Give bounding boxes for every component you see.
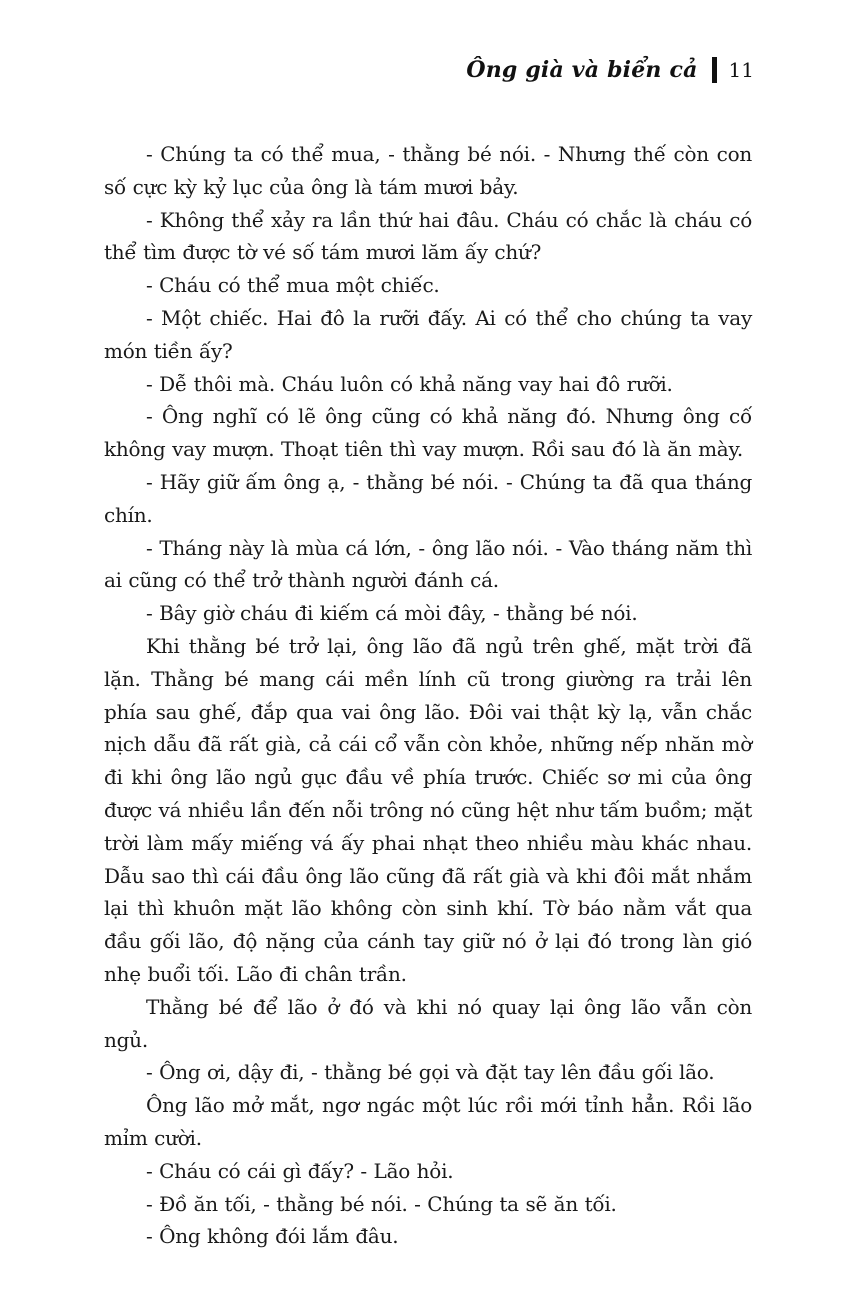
paragraph-15: - Đồ ăn tối, - thằng bé nói. - Chúng ta sẽ ăn tối. (146, 1191, 617, 1216)
paragraph-14: - Cháu có cái gì đấy? - Lão hỏi. (146, 1158, 454, 1183)
paragraph-3: - Cháu có thể mua một chiếc. (146, 273, 440, 298)
paragraph-1: - Chúng ta có thể mua, - thằng bé nói. - Nhưng thế còn con số cực kỳ kỷ lục của ông là tám mươi bảy. (104, 142, 752, 199)
paragraph-13: Ông lão mở mắt, ngơ ngác một lúc rồi mới tỉnh hẳn. Rồi lão mỉm cười. (104, 1093, 752, 1150)
page-body (104, 138, 752, 1253)
paragraph-9: - Bây giờ cháu đi kiếm cá mòi đây, - thằng bé nói. (146, 601, 638, 626)
paragraph-11: Thằng bé để lão ở đó và khi nó quay lại ông lão vẫn còn ngủ. (104, 994, 752, 1052)
paragraph-5: - Dễ thôi mà. Cháu luôn có khả năng vay hai đô rưỡi. (146, 371, 673, 396)
paragraph-12: - Ông ơi, dậy đi, - thằng bé gọi và đặt tay lên đầu gối lão. (146, 1060, 715, 1085)
running-header (466, 50, 754, 90)
paragraph-4: - Một chiếc. Hai đô la rưỡi đấy. Ai có thể cho chúng ta vay món tiền ấy? (104, 305, 752, 363)
paragraph-8: - Tháng này là mùa cá lớn, - ông lão nói. - Vào tháng năm thì ai cũng có thể trở thành người đánh cá. (104, 535, 752, 593)
paragraph-16: - Ông không đói lắm đâu. (146, 1224, 399, 1249)
paragraph-6: - Ông nghĩ có lẽ ông cũng có khả năng đó. Nhưng ông cố không vay mượn. Thoạt tiên thì vay mượn. Rồi sau đó là ăn mày. (104, 404, 752, 462)
page-number: 11 (728, 58, 754, 82)
paragraph-10: Khi thằng bé trở lại, ông lão đã ngủ trên ghế, mặt trời đã lặn. Thằng bé mang cái mền lính cũ trong giường ra trải lên phía sau ghế, đắp qua vai ông lão. Đôi vai thật kỳ lạ, vẫn chắc nịch dẫu đã rất già, cả cái cổ vẫn còn khỏe, những nếp nhăn mờ đi khi ông lão ngủ gục đầu về phía trước. Chiếc sơ mi của ông được vá nhiều lần đến nỗi trông nó cũng hệt như tấm buồm; mặt trời làm mấy miếng vá ấy phai nhạt theo nhiều màu khác nhau. Dẫu sao thì cái đầu ông lão cũng đã rất già và khi đôi mắt nhắm lại thì khuôn mặt lão không còn sinh khí. Tờ báo nằm vắt qua đầu gối lão, độ nặng của cánh tay giữ nó ở lại đó trong làn gió nhẹ buổi tối. Lão đi chân trần. (104, 633, 752, 986)
header-divider (712, 57, 717, 83)
book-title: Ông già và biển cả (466, 57, 698, 83)
paragraph-2: - Không thể xảy ra lần thứ hai đâu. Cháu có chắc là cháu có thể tìm được tờ vé số tám mươi lăm ấy chứ? (104, 207, 752, 265)
paragraph-7: - Hãy giữ ấm ông ạ, - thằng bé nói. - Chúng ta đã qua tháng chín. (104, 469, 752, 527)
